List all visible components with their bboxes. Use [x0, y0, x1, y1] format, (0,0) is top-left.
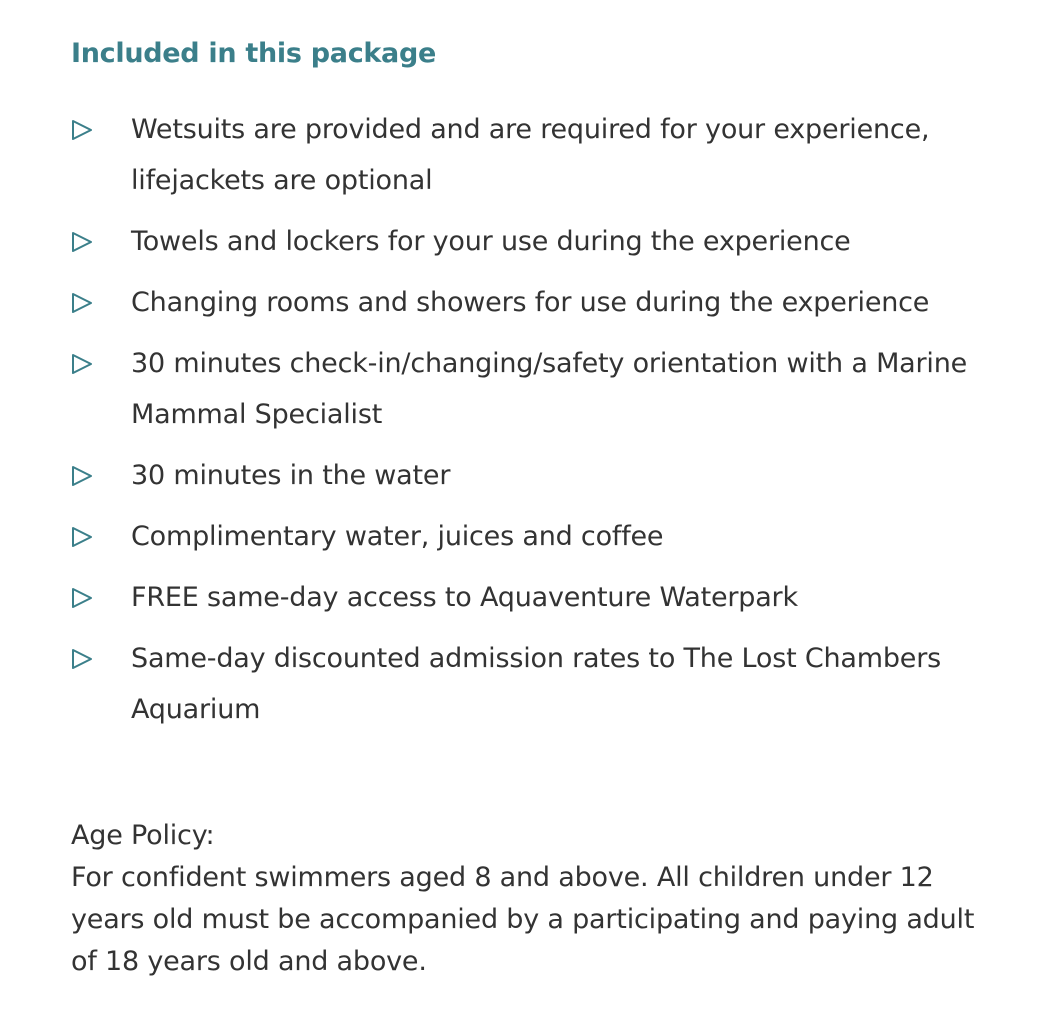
- list-item-text: Towels and lockers for your use during the experience: [131, 226, 851, 257]
- play-triangle-outline-icon: [71, 119, 93, 141]
- list-item: [71, 277, 1016, 328]
- list-item-text: Changing rooms and showers for use during the experience: [131, 287, 930, 318]
- list-item: [71, 450, 1016, 501]
- list-item: [71, 572, 1016, 623]
- list-item-text: FREE same-day access to Aquaventure Waterpark: [131, 582, 798, 613]
- list-item: [71, 104, 1016, 206]
- age-policy-text: For confident swimmers aged 8 and above. All children under 12 years old must be accompanied by a participating and paying adult of 18 years old and above.: [71, 862, 975, 977]
- included-items-list: [71, 104, 1016, 745]
- list-item-text: Same-day discounted admission rates to The Lost Chambers Aquarium: [131, 643, 941, 725]
- age-policy-title: Age Policy:: [71, 820, 215, 851]
- list-item-text: Complimentary water, juices and coffee: [131, 521, 664, 552]
- list-item-text: Wetsuits are provided and are required for your experience, lifejackets are optional: [131, 114, 930, 196]
- play-triangle-outline-icon: [71, 587, 93, 609]
- list-item: [71, 216, 1016, 267]
- play-triangle-outline-icon: [71, 292, 93, 314]
- play-triangle-outline-icon: [71, 648, 93, 670]
- play-triangle-outline-icon: [71, 231, 93, 253]
- list-item: [71, 338, 1016, 440]
- play-triangle-outline-icon: [71, 526, 93, 548]
- list-item-text: 30 minutes in the water: [131, 460, 451, 491]
- play-triangle-outline-icon: [71, 353, 93, 375]
- list-item-text: 30 minutes check-in/changing/safety orientation with a Marine Mammal Specialist: [131, 348, 968, 430]
- section-title: Included in this package: [71, 38, 437, 69]
- age-policy: [71, 815, 981, 983]
- list-item: [71, 633, 1016, 735]
- list-item: [71, 511, 1016, 562]
- play-triangle-outline-icon: [71, 465, 93, 487]
